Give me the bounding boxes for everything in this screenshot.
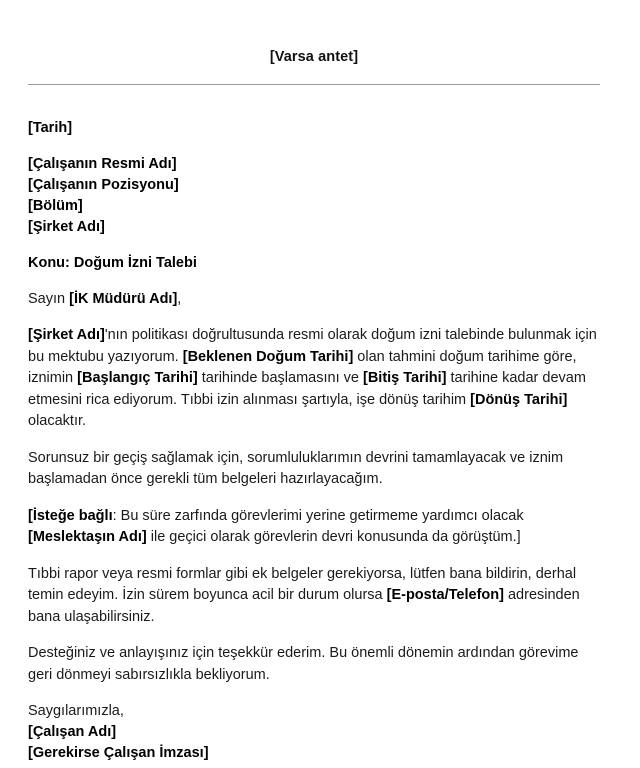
placeholder-run-4: [Başlangıç Tarihi] xyxy=(77,370,198,386)
date-block xyxy=(28,85,600,139)
body-paragraph-2 xyxy=(28,433,600,491)
salutation-prefix: Sayın xyxy=(28,291,70,307)
placeholder-run-0: [İsteğe bağlı xyxy=(28,507,113,524)
placeholder-run-2: [Meslektaşın Adı] xyxy=(28,529,147,545)
placeholder-run-1: [E-posta/Telefon] xyxy=(386,587,504,603)
recipient-line-0: [Çalışanın Resmi Adı] xyxy=(28,156,177,172)
hr-manager-name-placeholder: [İK Müdürü Adı] xyxy=(69,291,178,307)
text-run-7: tarihine kadar devam etmesini rica ediyorum. Tıbbi izin alınması şartıyla, işe dönüş tarihim xyxy=(28,370,586,408)
signature-line-1: [Çalışan Adı] xyxy=(28,724,117,740)
text-run-0: Sorunsuz bir geçiş sağlamak için, sorumluluklarımın devrini tamamlayacak ve iznim başlamadan önce gerekli tüm belgeleri hazırlayacağım. xyxy=(28,449,564,487)
placeholder-run-6: [Bitiş Tarihi] xyxy=(362,370,447,386)
date-placeholder: [Tarih] xyxy=(28,120,73,136)
salutation-block xyxy=(28,274,600,310)
text-run-1: 'nın politikası doğrultusunda resmi olarak doğum izni talebinde bulunmak için bu mektubu yazıyorum. xyxy=(28,327,597,365)
text-run-0: Desteğiniz ve anlayışınız için teşekkür ederim. Bu önemli dönemin ardından görevime geri dönmeyi sabırsızlıkla bekliyorum. xyxy=(28,645,579,683)
text-run-9: olacaktır. xyxy=(28,413,87,429)
subject-line: Konu: Doğum İzni Talebi xyxy=(28,255,197,271)
text-run-2: adresinden bana ulaşabilirsiniz. xyxy=(28,587,580,625)
body-paragraph-documents xyxy=(28,549,600,629)
text-run-3: olan tahmini doğum tarihime göre, iznimin xyxy=(28,348,577,386)
signature-block xyxy=(28,686,600,764)
text-run-0: Tıbbi rapor veya resmi formlar gibi ek belgeler gerekiyorsa, lütfen bana bildirin, derhal temin edeyim. İzin sürem boyunca acil bir durum olursa xyxy=(28,565,577,603)
signature-line-0: Saygılarımızla, xyxy=(28,703,124,719)
letterhead-placeholder: [Varsa antet] xyxy=(269,49,359,65)
body-paragraph-optional xyxy=(28,491,600,549)
text-run-5: tarihinde başlamasını ve xyxy=(197,370,363,386)
recipient-line-2: [Bölüm] xyxy=(28,198,83,214)
signature-line-2: [Gerekirse Çalışan İmzası] xyxy=(28,745,209,761)
text-run-3: ile geçici olarak görevlerin devri konusunda da görüştüm.] xyxy=(146,529,521,545)
body-paragraph-closing xyxy=(28,628,600,686)
recipient-line-1: [Çalışanın Pozisyonu] xyxy=(28,177,179,193)
subject-block xyxy=(28,238,600,274)
placeholder-run-8: [Dönüş Tarihi] xyxy=(470,391,568,408)
recipient-block xyxy=(28,139,600,238)
text-run-1: : Bu süre zarfında görevlerimi yerine getirmeme yardımcı olacak xyxy=(112,507,524,524)
recipient-line-3: [Şirket Adı] xyxy=(28,219,105,235)
salutation-suffix: , xyxy=(177,291,182,307)
salutation-line xyxy=(28,289,600,310)
body-paragraph-1 xyxy=(28,310,600,433)
placeholder-run-2: [Beklenen Doğum Tarihi] xyxy=(182,348,354,365)
placeholder-run-0: [Şirket Adı] xyxy=(28,327,105,343)
